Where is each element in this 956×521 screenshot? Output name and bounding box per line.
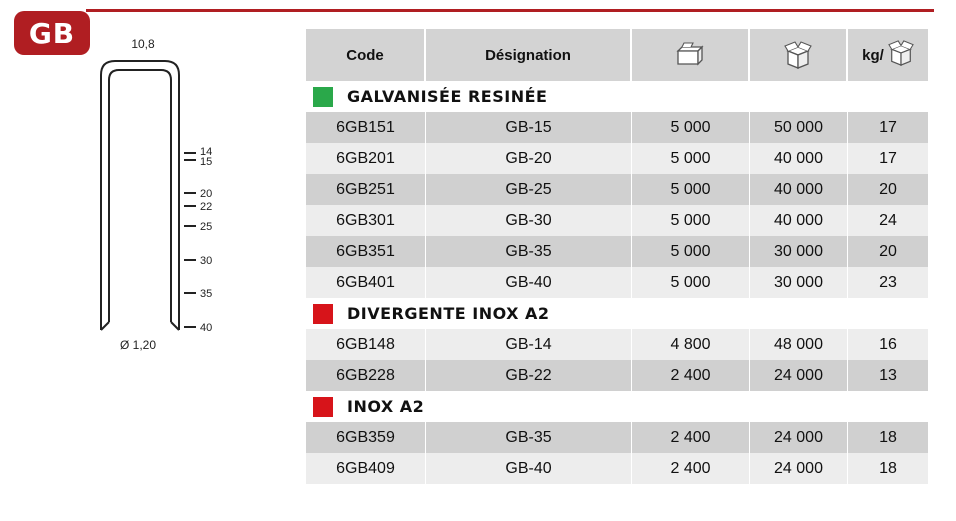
table-row — [306, 360, 928, 391]
table-row — [306, 422, 928, 453]
wire-diameter-label: Ø 1,20 — [119, 338, 157, 352]
cell-kg: 16 — [879, 335, 897, 353]
section-header — [306, 298, 928, 329]
cell-code: 6GB359 — [306, 422, 426, 453]
cell-code: 6GB409 — [306, 453, 426, 484]
cell-box-qty: 2 400 — [632, 453, 750, 484]
cell-box-qty: 5 000 — [632, 143, 750, 174]
length-label-30: 30 — [200, 255, 213, 267]
cell-box-qty: 5 000 — [632, 205, 750, 236]
cell-kg: 13 — [879, 366, 897, 384]
cell-designation: GB-20 — [426, 143, 632, 174]
length-label-15: 15 — [200, 156, 213, 168]
table-row — [306, 453, 928, 484]
cell-carton-qty: 24 000 — [750, 422, 848, 453]
length-label-14: 14 — [200, 146, 213, 158]
cell-carton-qty: 48 000 — [750, 329, 848, 360]
cell-code: 6GB351 — [306, 236, 426, 267]
section-title: INOX A2 — [347, 397, 425, 416]
cell-designation: GB-15 — [426, 112, 632, 143]
table-row — [306, 112, 928, 143]
header-kg — [848, 29, 928, 81]
cell-designation: GB-40 — [426, 453, 632, 484]
cell-designation: GB-14 — [426, 329, 632, 360]
table-header-row — [306, 29, 928, 81]
section-color-swatch — [313, 87, 333, 107]
staple-diagram — [0, 0, 300, 521]
crown-width-label: 10,8 — [131, 37, 155, 51]
small-box-icon — [632, 29, 750, 81]
section-header — [306, 391, 928, 422]
cell-code: 6GB251 — [306, 174, 426, 205]
cell-designation: GB-22 — [426, 360, 632, 391]
table-row — [306, 205, 928, 236]
header-code: Code — [306, 29, 426, 81]
cell-kg: 20 — [879, 242, 897, 260]
section-title: GALVANISÉE RESINÉE — [347, 87, 548, 106]
table-row — [306, 174, 928, 205]
cell-box-qty: 5 000 — [632, 174, 750, 205]
cell-carton-qty: 24 000 — [750, 360, 848, 391]
length-label-22: 22 — [200, 201, 213, 213]
staple-shape — [101, 61, 179, 330]
product-table — [306, 29, 928, 484]
cell-code: 6GB228 — [306, 360, 426, 391]
length-label-35: 35 — [200, 288, 213, 300]
length-label-20: 20 — [200, 188, 213, 200]
cell-kg: 24 — [879, 211, 897, 229]
cell-designation: GB-25 — [426, 174, 632, 205]
cell-box-qty: 5 000 — [632, 112, 750, 143]
cell-kg: 17 — [879, 118, 897, 136]
length-ticks — [184, 153, 196, 327]
cell-kg: 20 — [879, 180, 897, 198]
kg-label: kg/ — [862, 46, 884, 64]
cell-box-qty: 2 400 — [632, 422, 750, 453]
cell-box-qty: 5 000 — [632, 236, 750, 267]
table-row — [306, 267, 928, 298]
length-label-25: 25 — [200, 221, 213, 233]
section-color-swatch — [313, 397, 333, 417]
cell-code: 6GB401 — [306, 267, 426, 298]
cell-carton-qty: 50 000 — [750, 112, 848, 143]
cell-box-qty: 4 800 — [632, 329, 750, 360]
product-badge: GB — [14, 11, 90, 55]
section-color-swatch — [313, 304, 333, 324]
table-row — [306, 329, 928, 360]
cell-box-qty: 2 400 — [632, 360, 750, 391]
cell-designation: GB-35 — [426, 236, 632, 267]
carton-icon — [750, 29, 848, 81]
cell-kg: 18 — [879, 428, 897, 446]
header-designation: Désignation — [426, 29, 632, 81]
cell-code: 6GB201 — [306, 143, 426, 174]
cell-code: 6GB148 — [306, 329, 426, 360]
cell-code: 6GB151 — [306, 112, 426, 143]
cell-designation: GB-40 — [426, 267, 632, 298]
cell-code: 6GB301 — [306, 205, 426, 236]
cell-carton-qty: 40 000 — [750, 205, 848, 236]
cell-kg: 18 — [879, 459, 897, 477]
table-row — [306, 236, 928, 267]
carton-icon — [888, 38, 914, 72]
table-row — [306, 143, 928, 174]
cell-kg: 23 — [879, 273, 897, 291]
cell-designation: GB-35 — [426, 422, 632, 453]
length-label-40: 40 — [200, 322, 213, 334]
cell-kg: 17 — [879, 149, 897, 167]
cell-carton-qty: 30 000 — [750, 267, 848, 298]
cell-designation: GB-30 — [426, 205, 632, 236]
cell-box-qty: 5 000 — [632, 267, 750, 298]
section-title: DIVERGENTE INOX A2 — [347, 304, 550, 323]
cell-carton-qty: 40 000 — [750, 174, 848, 205]
cell-carton-qty: 30 000 — [750, 236, 848, 267]
cell-carton-qty: 24 000 — [750, 453, 848, 484]
section-header — [306, 81, 928, 112]
cell-carton-qty: 40 000 — [750, 143, 848, 174]
